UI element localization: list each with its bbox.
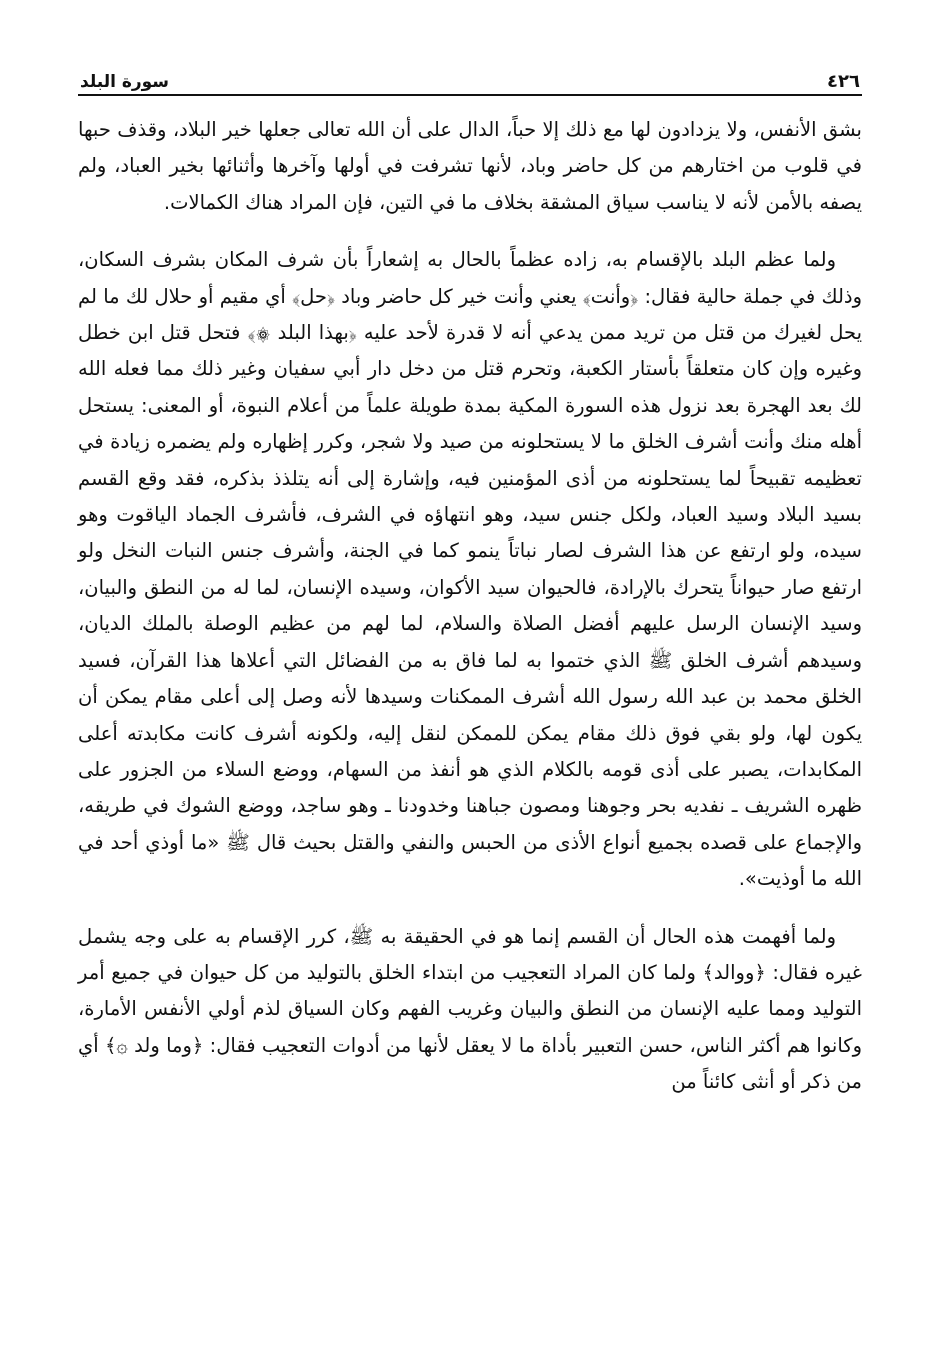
- paragraph-2: ولما عظم البلد بالإقسام به، زاده عظماً بالحال به إشعاراً بأن شرف المكان بشرف السكان، وذلك في جملة حالية فقال: ﴿وأنت﴾ يعني وأنت خير كل حاضر وباد ﴿حل﴾ أي مقيم أو حلال لك ما لم يحل لغيرك من قتل من تريد ممن يدعي أنه لا قدرة لأحد عليه ﴿بهذا البلد ۞﴾ فتحل قتل ابن خطل وغيره وإن كان متعلقاً بأستار الكعبة، وتحرم قتل من دخل دار أبي سفيان وغير ذلك مما فعله الله لك بعد الهجرة بعد نزول هذه السورة المكية بمدة طويلة علماً من أعلام النبوة، أو المعنى: يستحل أهله منك وأنت أشرف الخلق ما لا يستحلونه من صيد ولا شجر، وكرر إظهاره ولم يضمره زيادة في تعظيمه تقبيحاً لما يستحلونه من أذى المؤمنين فيه، وإشارة إلى أنه يتلذذ بذكره، فقد وقع القسم بسيد البلاد وسيد العباد، ولكل جنس سيد، وهو انتهاؤه في الشرف، فأشرف الجماد الياقوت وهو سيده، ولو ارتفع عن هذا الشرف لصار نباتاً ينمو كما في الجنة، وأشرف جنس النبات النخل ولو ارتفع صار حيواناً يتحرك بالإرادة، فالحيوان سيد الأكوان، وسيده الإنسان، لما له من النطق والبيان، وسيد الإنسان الرسل عليهم أفضل الصلاة والسلام، لما لهم من عظيم الوصلة بالملك الديان، وسيدهم أشرف الخلق ﷺ الذي ختموا به لما فاق به من الفضائل التي أعلاها هذا القرآن، فسيد الخلق محمد بن عبد الله رسول الله أشرف الممكنات وسيدها لأنه وصل إلى أعلى مقام يمكن أن يكون لها، ولو بقي فوق ذلك مقام يمكن للممكن لنقل إليه، ولكونه أشرف كانت مكابدته أعلى المكابدات، يصبر على أذى قومه بالكلام الذي هو أنفذ من السهام، ووضع السلاء من الجزور على ظهره الشريف ـ نفديه بحر وجوهنا ومصون جباهنا وخدودنا ـ وهو ساجد، ووضع الشوك في طريقه، والإجماع على قصده بجميع أنواع الأذى من الحبس والنفي والقتل بحيث قال ﷺ «ما أوذي أحد في الله ما أوذيت».: [78, 248, 862, 891]
- surah-title: سورة البلد: [80, 72, 170, 92]
- paragraph-1: بشق الأنفس، ولا يزدادون لها مع ذلك إلا حباً، الدال على أن الله تعالى جعلها خير البلاد، وقذف حبها في قلوب من اختارهم من كل حاضر وباد، لأنها تشرفت في أولها وآخرها وأثنائها بخير العباد، ولم يصفه بالأمن لأنه لا يناسب سياق المشقة بخلاف ما في التين، فإن المراد هناك الكمالات.: [78, 118, 862, 214]
- book-page: [78, 62, 862, 1101]
- page-header: [78, 62, 862, 96]
- page-number: ٤٢٦: [827, 71, 860, 92]
- page-body: [78, 112, 862, 1101]
- paragraph-3: ولما أفهمت هذه الحال أن القسم إنما هو في الحقيقة به ﷺ، كرر الإقسام به على وجه يشمل غيره فقال: ﴿ووالد﴾ ولما كان المراد التعجيب من ابتداء الخلق بالتوليد من كل حيوان في جميع أمر التوليد ومما عليه الإنسان من النطق والبيان وغريب الفهم وكان السياق لذم أولي الأنفس الأمارة، وكانوا هم أكثر الناس، حسن التعبير بأداة ما لا يعقل لأنها من أدوات التعجيب فقال: ﴿وما ولد ۞﴾ أي من ذكر أو أنثى كائناً من: [78, 924, 862, 1094]
